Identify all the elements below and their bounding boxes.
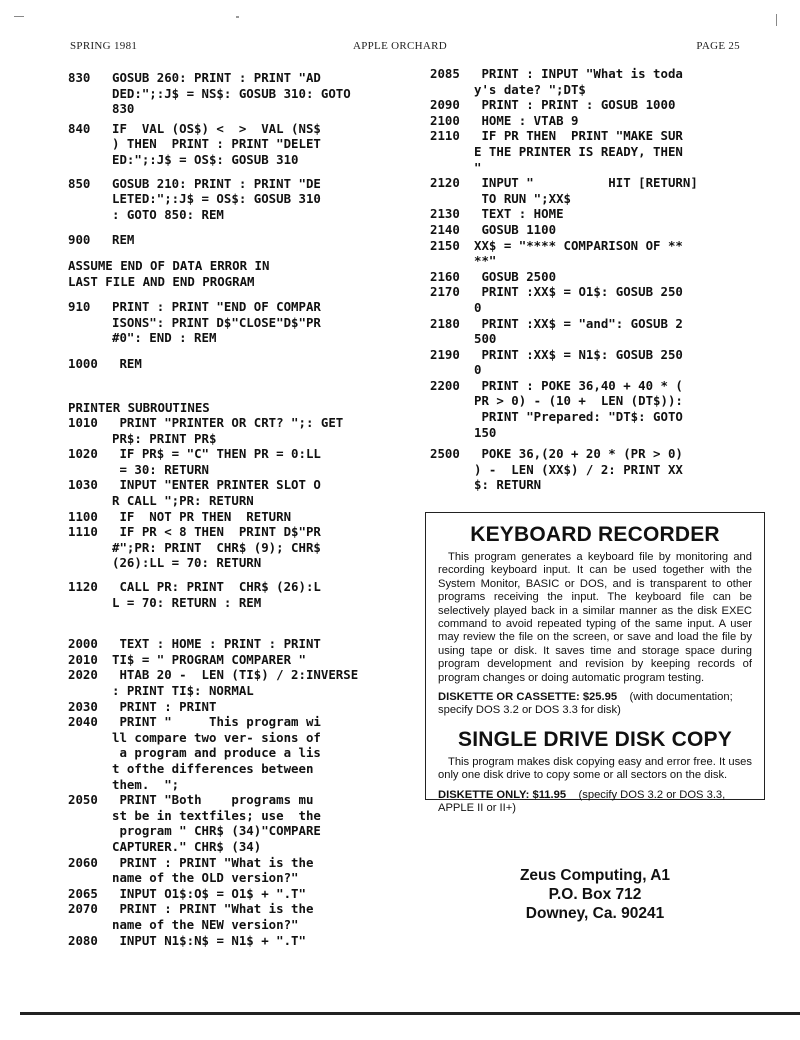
ad-price-keyboard-recorder [438, 691, 752, 718]
line-number: 1020 [68, 446, 98, 462]
code-statement: IF VAL (OS$) < > VAL (NS$ ) THEN PRINT : PRINT "DELET ED:";:J$ = OS$: GOSUB 310 [112, 120, 321, 167]
line-number: 1000 [68, 355, 98, 371]
code-line [430, 222, 775, 238]
line-number: 2180 [430, 315, 460, 331]
city: Downey, Ca. 90241 [525, 905, 665, 922]
line-number: 2040 [68, 714, 98, 730]
code-statement: IF PR THEN PRINT "MAKE SUR E THE PRINTER IS READY, THEN " [474, 128, 683, 175]
code-line [430, 378, 775, 440]
code-line [430, 347, 775, 378]
code-line [430, 128, 775, 175]
code-statement: IF PR < 8 THEN PRINT D$"PR #";PR: PRINT CHR$ (9); CHR$ (26):LL = 70: RETURN [112, 524, 321, 571]
ad-body-keyboard-recorder: This program generates a keyboard file by monitoring and recording keyboard input. It can be used together with the System Monitor, BASIC or DOS, and is transparent to other programs receiving the input. The keyboard file can be selectively played back in a similar manner as the disk EXEC command to avoid repeated typing of the same input. A user may review the file on the screen, or save and load the file by using tape or disk. It saves time and storage space during program development and revision by keeping records of program changes or doing automatic program testing. [438, 551, 752, 684]
code-line [430, 66, 775, 97]
code-line [68, 232, 418, 248]
code-statement: INPUT "ENTER PRINTER SLOT O R CALL ";PR: RETURN [112, 477, 321, 509]
advertisement-box [425, 512, 765, 815]
code-line [68, 70, 418, 117]
code-line [68, 509, 418, 525]
code-line [68, 415, 418, 446]
po-box: P.O. Box 712 [548, 886, 642, 903]
line-number: 1030 [68, 477, 98, 493]
code-line [68, 446, 418, 477]
line-number: 2160 [430, 268, 460, 284]
code-line [68, 652, 418, 668]
page-bottom-rule [20, 1012, 800, 1015]
company-name: Zeus Computing, A1 [519, 867, 671, 884]
line-number: 2080 [68, 932, 98, 948]
scan-speck [236, 16, 239, 18]
code-statement: IF NOT PR THEN RETURN [112, 508, 292, 524]
code-statement: PRINT : INPUT "What is toda y's date? ";DT$ [474, 66, 683, 97]
ad-price-disk-copy [438, 789, 752, 816]
code-statement: GOSUB 210: PRINT : PRINT "DE LETED:";:J$ = OS$: GOSUB 310 : GOTO 850: REM [112, 175, 321, 222]
line-number: 1110 [68, 524, 98, 540]
code-statement: PRINT : PRINT "What is the name of the OLD version?" [112, 854, 314, 886]
code-statement: PRINT :XX$ = "and": GOSUB 2 500 [474, 315, 683, 347]
line-number: 900 [68, 232, 91, 248]
line-number: 830 [68, 70, 91, 85]
code-line [68, 524, 418, 571]
price-label: DISKETTE ONLY: $11.95 [438, 788, 567, 801]
code-statement: PRINT "Both programs mu st be in textfiles; use the program " CHR$ (34)"COMPARE CAPTURER." CHR$ (34) [112, 792, 321, 854]
code-statement: INPUT N1$:N$ = N1$ + ".T" [112, 932, 306, 948]
code-statement: GOSUB 1100 [474, 221, 557, 237]
line-number: 2065 [68, 885, 98, 901]
line-number: 850 [68, 175, 91, 191]
code-line [430, 316, 775, 347]
code-statement: PRINT : PRINT [112, 698, 217, 714]
code-statement: PRINT : POKE 36,40 + 40 * ( PR > 0) - (10 + LEN (DT$)): PRINT "Prepared: "DT$: GOTO 150 [474, 377, 683, 440]
line-number: 2500 [430, 446, 460, 462]
line-number: 1100 [68, 508, 98, 524]
code-statement: PRINT : PRINT "What is the name of the NEW version?" [112, 901, 314, 932]
price-note: (with documentation; specify DOS 3.2 or DOS 3.3 for disk) [438, 691, 733, 717]
line-number: 2150 [430, 237, 460, 253]
code-line [430, 97, 775, 113]
code-line [68, 855, 418, 886]
code-line [68, 176, 418, 223]
line-number: 2085 [430, 66, 460, 81]
line-number: 2130 [430, 206, 460, 222]
code-statement: PRINT :XX$ = N1$: GOSUB 250 0 [474, 346, 683, 378]
line-number: 2190 [430, 346, 460, 362]
code-line [430, 175, 775, 206]
code-statement: HTAB 20 - LEN (TI$) / 2:INVERSE : PRINT TI$: NORMAL [112, 667, 359, 698]
code-line [68, 714, 418, 792]
line-number: 2030 [68, 698, 98, 714]
code-statement: INPUT O1$:O$ = O1$ + ".T" [112, 885, 306, 901]
code-line [430, 269, 775, 285]
code-statement: REM [112, 232, 135, 248]
code-line [68, 477, 418, 508]
crop-mark-right [776, 14, 777, 26]
line-number: 2070 [68, 901, 98, 917]
line-number: 2120 [430, 175, 460, 191]
code-statement: CALL PR: PRINT CHR$ (26):L L = 70: RETURN : REM [112, 579, 321, 610]
crop-mark-left [14, 16, 24, 17]
code-statement: POKE 36,(20 + 20 * (PR > 0) ) - LEN (XX$) / 2: PRINT XX $: RETURN [474, 446, 683, 493]
code-line [68, 579, 418, 610]
code-statement: XX$ = "**** COMPARISON OF ** **" [474, 237, 683, 269]
listing-comment: PRINTER SUBROUTINES [68, 399, 210, 415]
code-line [68, 356, 418, 372]
issue-date: SPRING 1981 [70, 40, 138, 52]
code-statement: PRINT : PRINT "END OF COMPAR ISONS": PRINT D$"CLOSE"D$"PR #0": END : REM [112, 299, 321, 346]
line-number: 1120 [68, 579, 98, 595]
program-listing-left [68, 66, 418, 948]
code-statement: INPUT " HIT [RETURN] TO RUN ";XX$ [481, 175, 698, 206]
code-line [68, 699, 418, 715]
company-address [425, 866, 765, 923]
page-number: PAGE 25 [696, 40, 740, 52]
code-statement: PRINT : PRINT : GOSUB 1000 [474, 97, 676, 113]
line-number: 2090 [430, 97, 460, 113]
line-number: 2050 [68, 792, 98, 808]
code-line [68, 886, 418, 902]
price-note: (specify DOS 3.2 or DOS 3.3, APPLE II or II+) [438, 788, 726, 815]
line-number: 2010 [68, 651, 98, 667]
ad-title-disk-copy: SINGLE DRIVE DISK COPY [458, 727, 732, 751]
listing-comment: ASSUME END OF DATA ERROR IN LAST FILE AND END PROGRAM [68, 257, 270, 289]
code-line [68, 636, 418, 652]
line-number: 2170 [430, 284, 460, 300]
line-number: 2020 [68, 667, 98, 683]
line-number: 1010 [68, 415, 98, 431]
line-number: 2200 [430, 377, 460, 393]
line-number: 2110 [430, 128, 460, 144]
code-statement: TEXT : HOME [474, 206, 564, 222]
line-number: 2060 [68, 854, 98, 870]
code-line [68, 121, 418, 168]
code-statement: GOSUB 260: PRINT : PRINT "AD DED:";:J$ = NS$: GOSUB 310: GOTO 830 [112, 70, 351, 117]
code-line [68, 299, 418, 346]
code-statement: REM [112, 355, 142, 371]
code-statement: PRINT :XX$ = O1$: GOSUB 250 0 [474, 284, 683, 315]
code-statement: GOSUB 2500 [474, 268, 557, 284]
code-statement: PRINT " This program wi ll compare two ver- sions of a program and produce a lis t ofthe differences between them. "; [112, 714, 321, 792]
code-statement: IF PR$ = "C" THEN PR = 0:LL = 30: RETURN [119, 446, 321, 477]
magazine-title: APPLE ORCHARD [352, 40, 448, 52]
line-number: 910 [68, 299, 91, 315]
code-statement: TEXT : HOME : PRINT : PRINT [112, 636, 321, 652]
code-statement: PRINT "PRINTER OR CRT? ";: GET PR$: PRINT PR$ [112, 415, 344, 446]
code-line [68, 901, 418, 932]
code-line [68, 667, 418, 698]
price-label: DISKETTE OR CASSETTE: $25.95 [438, 691, 618, 704]
ad-body-disk-copy: This program makes disk copying easy and error free. It uses only one disk drive to copy some or all sectors on the disk. [438, 755, 752, 782]
line-number: 840 [68, 120, 91, 136]
code-line [430, 206, 775, 222]
ad-title-keyboard-recorder: KEYBOARD RECORDER [470, 523, 720, 546]
code-line [430, 238, 775, 269]
code-line [430, 446, 775, 493]
program-listing-right [430, 66, 775, 493]
code-line [68, 792, 418, 854]
code-line [68, 933, 418, 949]
line-number: 2140 [430, 221, 460, 237]
code-line [430, 113, 775, 129]
code-statement: TI$ = " PROGRAM COMPARER " [112, 651, 306, 667]
code-statement: HOME : VTAB 9 [474, 112, 579, 128]
line-number: 2100 [430, 112, 460, 128]
line-number: 2000 [68, 636, 98, 652]
code-line [430, 284, 775, 315]
